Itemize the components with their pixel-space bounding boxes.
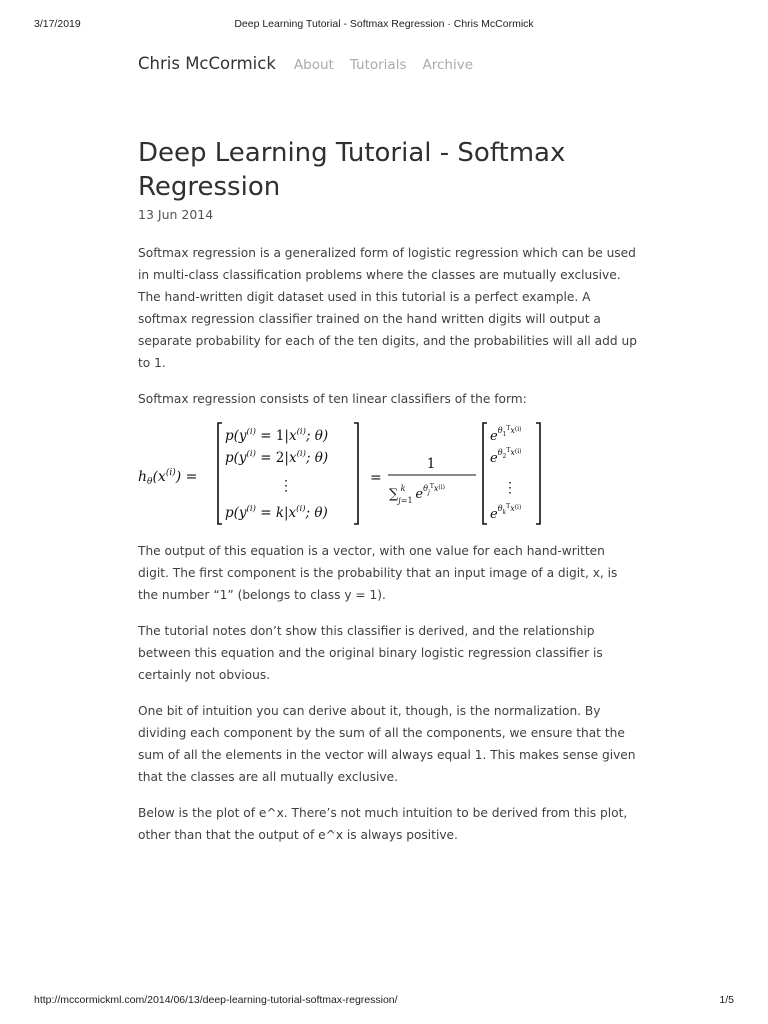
prob-row-2: $p(y^{(i)} = 2|x^{(i)}$; θ) (225, 449, 329, 466)
paragraph-form: Softmax regression consists of ten linear classifiers of the form: (138, 392, 527, 406)
equation-lhs: $h_\theta(x^{(i)})$ = (138, 468, 198, 487)
nav-link-archive[interactable]: Archive (422, 57, 473, 73)
fraction-denominator: $\sum_j=1k$ $e^\theta_j^T_x(i)$ (389, 483, 445, 505)
site-nav (138, 54, 489, 78)
vector-row-k: $e^\theta_k^T_x(i)$ (490, 503, 522, 522)
site-brand-link[interactable]: Chris McCormick (138, 54, 276, 73)
post-date: 13 Jun 2014 (138, 207, 214, 222)
print-header (34, 18, 734, 32)
print-page-number: 1/5 (719, 994, 734, 1006)
bracket-right-close (536, 423, 540, 524)
print-footer (34, 994, 734, 1008)
vector-row-dots: ⋮ (503, 480, 517, 496)
print-date: 3/17/2019 (34, 18, 81, 30)
paragraph-intro: Softmax regression is a generalized form of logistic regression which can be used in multi-class classification problems where the classes are mutually exclusive. The hand-written digit dataset used in this tutorial is a perfect example. A softmax regression classifier trained on the hand written digits will output a separate probability for each of the ten digits, and the probabilities will all add up to 1. (138, 246, 637, 370)
nav-link-about[interactable]: About (293, 57, 334, 73)
prob-row-dots: ⋮ (279, 478, 293, 494)
vector-row-2: $e^\theta_2^T_x(i)$ (490, 447, 522, 466)
bracket-left-close (354, 423, 358, 524)
bracket-right-open (483, 423, 487, 524)
paragraph-intuition: One bit of intuition you can derive about it, though, is the normalization. By dividing each component by the sum of all the components, we ensure that the sum of all the elements in the vector will always equal 1. This makes sense given that the classes are all mutually exclusive. (138, 704, 636, 784)
fraction-numerator: 1 (426, 456, 436, 472)
vector-row-1: $e^\theta_1^T_x(i)$ (490, 425, 522, 444)
print-url: http://mccormickml.com/2014/06/13/deep-learning-tutorial-softmax-regression/ (34, 994, 398, 1006)
prob-row-1: $p(y^{(i)} = 1|x^{(i)}$; θ) (225, 427, 329, 444)
print-page-title: Deep Learning Tutorial - Softmax Regression · Chris McCormick (234, 18, 534, 30)
paragraph-plot: Below is the plot of e^x. There’s not much intuition to be derived from this plot, other than that the output of e^x is always positive. (138, 806, 628, 842)
softmax-equation (138, 420, 548, 528)
paragraph-output: The output of this equation is a vector, with one value for each hand-written digit. The first component is the probability that an input image of a digit, x, is the number “1” (belongs to class y = 1). (138, 544, 618, 602)
paragraph-notes: The tutorial notes don’t show this classifier is derived, and the relationship between this equation and the original binary logistic regression classifier is certainly not obvious. (138, 624, 603, 682)
prob-row-k: $p(y^{(i)} = k|x^{(i)}$; θ) (225, 504, 328, 521)
post-title: Deep Learning Tutorial - Softmax Regression (138, 138, 566, 202)
nav-link-tutorials[interactable]: Tutorials (349, 57, 407, 73)
equals-sign: = (370, 470, 382, 486)
bracket-left-open (218, 423, 222, 524)
